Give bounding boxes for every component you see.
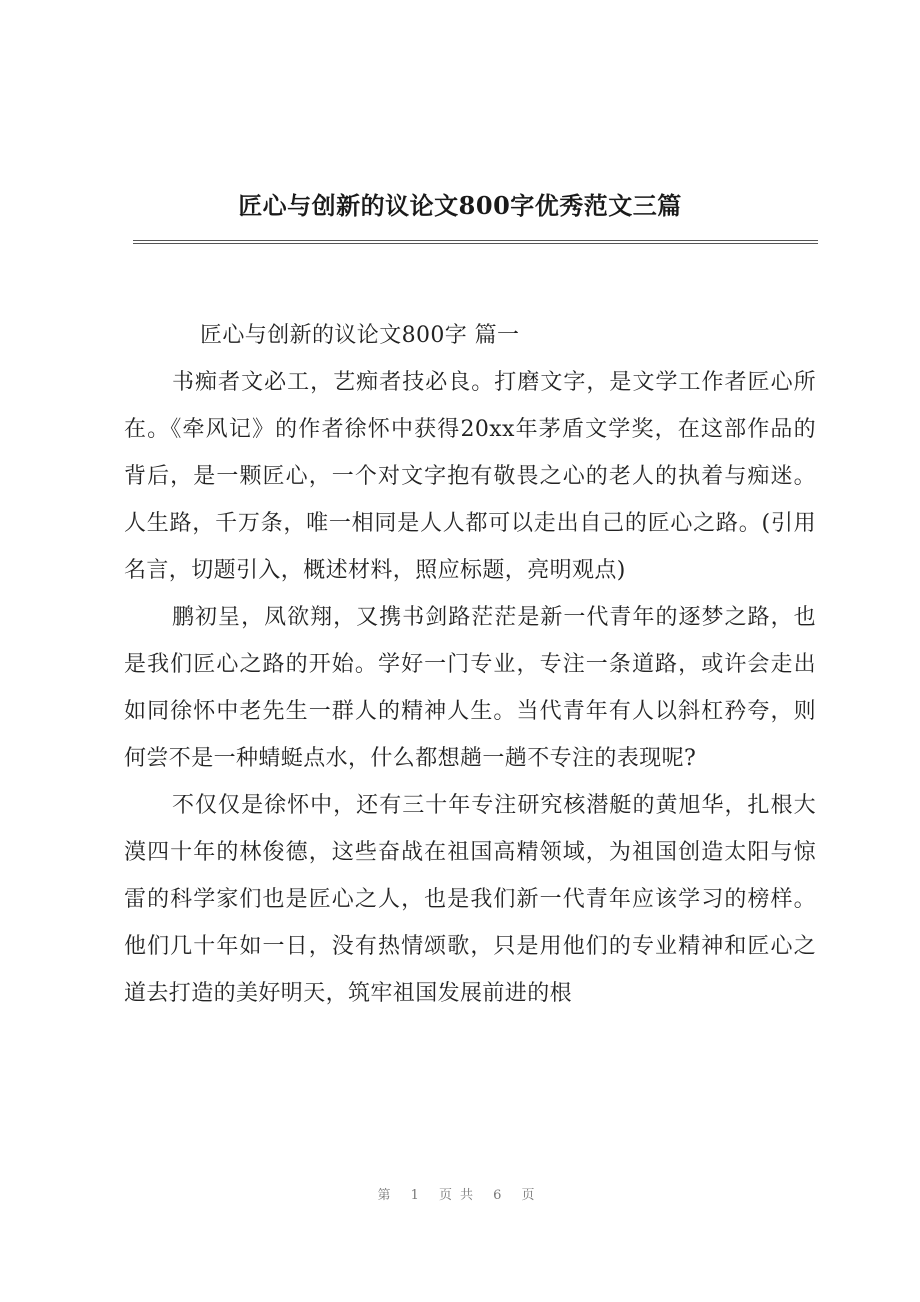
title-double-rule [133, 240, 818, 244]
paragraph-3: 不仅仅是徐怀中，还有三十年专注研究核潜艇的黄旭华，扎根大漠四十年的林俊德，这些奋战在祖国高精领域，为祖国创造太阳与惊雷的科学家们也是匠心之人，也是我们新一代青年应该学习的榜样。他们几十年如一日，没有热情颂歌，只是用他们的专业精神和匠心之道去打造的美好明天，筑牢祖国发展前进的根 [124, 793, 816, 1006]
paragraph-1: 书痴者文必工，艺痴者技必良。打磨文字，是文学工作者匠心所在。《牵风记》的作者徐怀中获得20xx年茅盾文学奖，在这部作品的背后，是一颗匠心，一个对文字抱有敬畏之心的老人的执着与痴迷。人生路，千万条，唯一相同是人人都可以走出自己的匠心之路。(引用名言，切题引入，概述材料，照应标题，亮明观点) [124, 370, 816, 583]
section-heading: 匠心与创新的议论文800字 篇一 [200, 323, 520, 348]
document-title: 匠心与创新的议论文800字优秀范文三篇 [238, 191, 682, 220]
document-body [124, 312, 816, 1017]
paragraph-2: 鹏初呈，凤欲翔，又携书剑路茫茫是新一代青年的逐梦之路，也是我们匠心之路的开始。学好一门专业，专注一条道路，或许会走出如同徐怀中老先生一群人的精神人生。当代青年有人以斜杠矜夸，则何尝不是一种蜻蜓点水，什么都想趟一趟不专注的表现呢? [124, 605, 816, 771]
page-number-footer: 第 1 页共 6 页 [377, 1188, 543, 1203]
